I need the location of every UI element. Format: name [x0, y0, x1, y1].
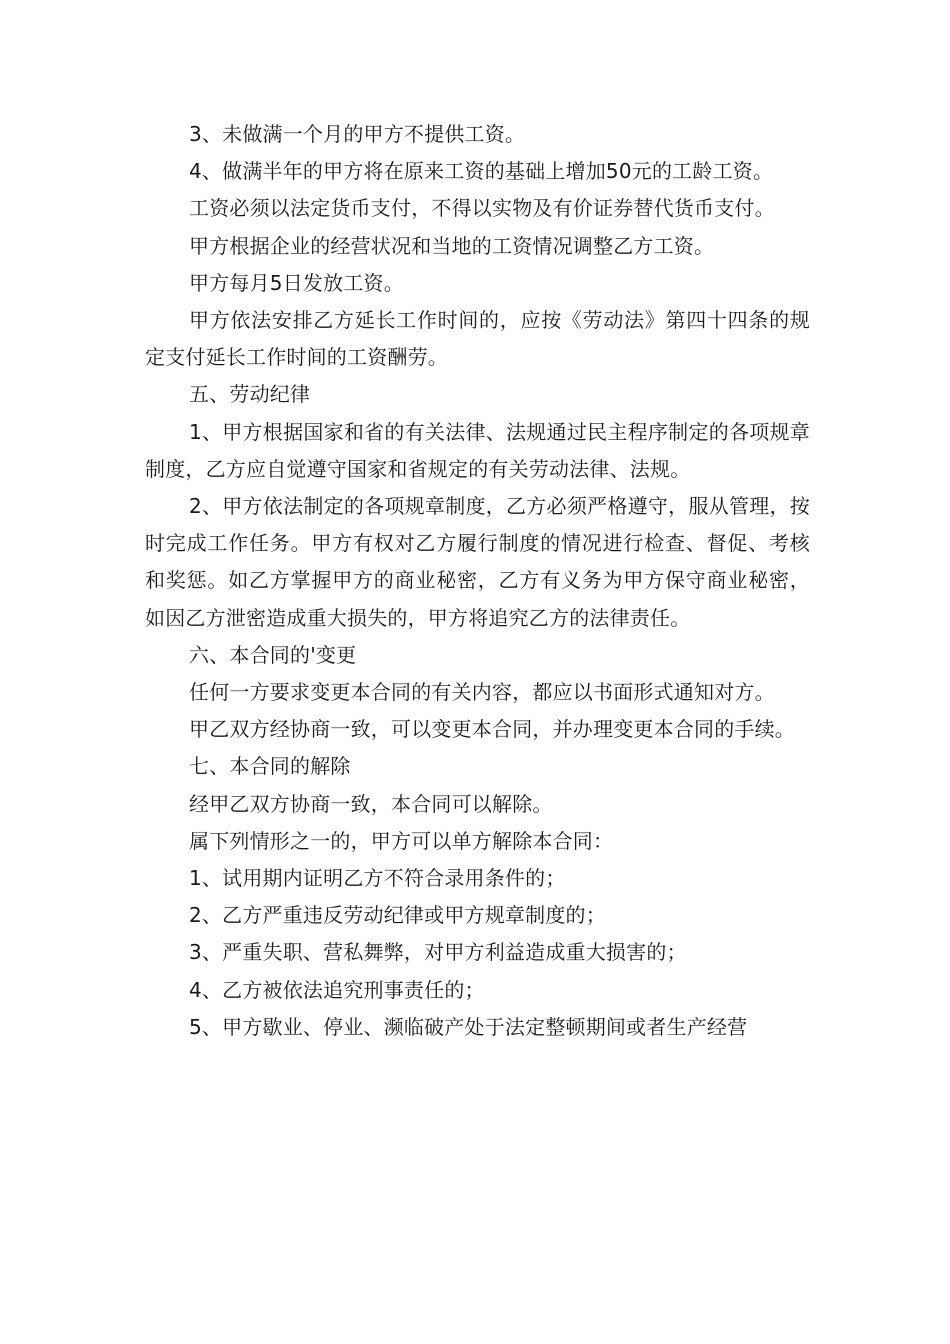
paragraph: 4、做满半年的甲方将在原来工资的基础上增加50元的工龄工资。 [189, 159, 774, 184]
paragraph: 甲方依法安排乙方延长工作时间的，应按《劳动法》第四十四条的规定支付延长工作时间的工资酬劳。 [145, 308, 810, 370]
section-heading: 六、本合同的'变更 [189, 642, 357, 667]
paragraph: 2、甲方依法制定的各项规章制度，乙方必须严格遵守，服从管理，按时完成工作任务。甲方有权对乙方履行制度的情况进行检查、督促、考核和奖惩。如乙方掌握甲方的商业秘密，乙方有义务为甲方保守商业秘密，如因乙方泄密造成重大损失的，甲方将追究乙方的法律责任。 [145, 494, 810, 630]
list-item: 4、乙方被依法追究刑事责任的； [189, 977, 485, 1002]
paragraph: 工资必须以法定货币支付，不得以实物及有价证券替代货币支付。 [189, 196, 775, 221]
section-heading: 五、劳动纪律 [189, 382, 311, 407]
list-item: 1、试用期内证明乙方不符合录用条件的； [189, 866, 566, 891]
paragraph: 甲乙双方经协商一致，可以变更本合同，并办理变更本合同的手续。 [189, 717, 795, 742]
paragraph: 属下列情形之一的，甲方可以单方解除本合同： [189, 828, 614, 853]
paragraph: 1、甲方根据国家和省的有关法律、法规通过民主程序制定的各项规章制度，乙方应自觉遵守国家和省规定的有关劳动法律、法规。 [145, 419, 810, 481]
document-body [145, 116, 810, 1046]
paragraph: 任何一方要求变更本合同的有关内容，都应以书面形式通知对方。 [189, 680, 775, 705]
paragraph: 经甲乙双方协商一致，本合同可以解除。 [189, 791, 553, 816]
list-item: 3、严重失职、营私舞弊，对甲方利益造成重大损害的； [189, 940, 687, 965]
paragraph: 甲方根据企业的经营状况和当地的工资情况调整乙方工资。 [189, 233, 715, 258]
list-item: 2、乙方严重违反劳动纪律或甲方规章制度的； [189, 903, 606, 928]
section-heading: 七、本合同的解除 [189, 754, 351, 779]
list-item: 5、甲方歇业、停业、濒临破产处于法定整顿期间或者生产经营 [189, 1014, 748, 1039]
paragraph: 甲方每月5日发放工资。 [189, 270, 404, 295]
paragraph: 3、未做满一个月的甲方不提供工资。 [189, 122, 526, 146]
